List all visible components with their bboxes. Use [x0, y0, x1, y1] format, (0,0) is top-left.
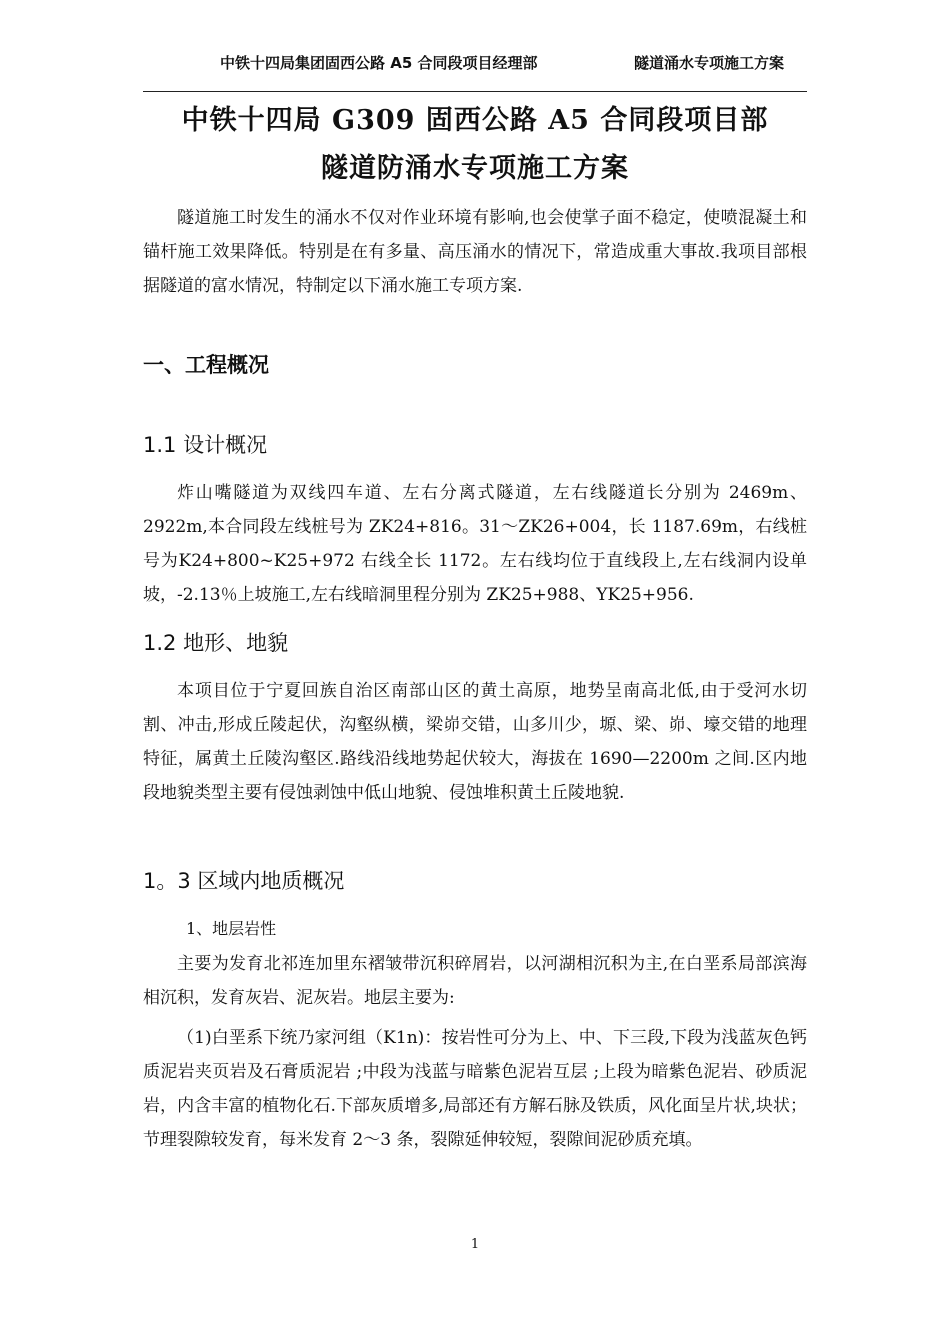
subsection-heading-1-3: 1。3 区域内地质概况	[143, 869, 345, 893]
paragraph-cretaceous: （1)白垩系下统乃家河组（K1n)：按岩性可分为上、中、下三段,下段为浅蓝灰色钙质泥岩夹页岩及石膏质泥岩 ;中段为浅蓝与暗紫色泥岩互层 ;上段为暗紫色泥岩、砂质泥岩，内含丰富的植物化石.下部灰质增多,局部还有方解石脉及铁质，风化面呈片状,块状；节理裂隙较发育，每米发育 2～3 条，裂隙延伸较短，裂隙间泥砂质充填。	[143, 1028, 807, 1150]
header-right: 隧道涌水专项施工方案	[634, 54, 785, 72]
document-title: 中铁十四局 G309 固西公路 A5 合同段项目部	[181, 105, 769, 136]
intro-paragraph: 隧道施工时发生的涌水不仅对作业环境有影响,也会使掌子面不稳定，使喷混凝土和锚杆施工效果降低。特别是在有多量、高压涌水的情况下，常造成重大事故.我项目部根据隧道的富水情况，特制定以下涌水施工专项方案.	[143, 208, 807, 296]
page-number: 1	[470, 1237, 480, 1252]
header-left: 中铁十四局集团固西公路 A5 合同段项目经理部	[220, 54, 538, 72]
paragraph-design-overview: 炸山嘴隧道为双线四车道、左右分离式隧道，左右线隧道长分别为 2469m、2922m,本合同段左线桩号为 ZK24+816。31～ZK26+004，长 1187.69m，右线桩号为K24+800~K25+972 右线全长 1172。左右线均位于直线段上,左右线洞内设单坡，-2.13％上坡施工,左右线暗洞里程分别为 ZK25+988、YK25+956.	[143, 483, 807, 605]
header-divider	[143, 91, 807, 92]
paragraph-strata: 主要为发育北祁连加里东褶皱带沉积碎屑岩，以河湖相沉积为主,在白垩系局部滨海相沉积，发育灰岩、泥灰岩。地层主要为:	[143, 954, 807, 1008]
list-heading-strata: 1、地层岩性	[186, 919, 277, 938]
document-subtitle: 隧道防涌水专项施工方案	[321, 153, 629, 184]
subsection-heading-1-1: 1.1 设计概况	[143, 433, 268, 457]
subsection-heading-1-2: 1.2 地形、地貌	[143, 631, 289, 655]
section-heading: 一、工程概况	[143, 353, 269, 377]
paragraph-terrain: 本项目位于宁夏回族自治区南部山区的黄土高原，地势呈南高北低,由于受河水切割、冲击,形成丘陵起伏，沟壑纵横，梁峁交错，山多川少，塬、梁、峁、壕交错的地理特征，属黄土丘陵沟壑区.路线沿线地势起伏较大，海拔在 1690—2200m 之间.区内地段地貌类型主要有侵蚀剥蚀中低山地貌、侵蚀堆积黄土丘陵地貌.	[143, 681, 807, 803]
